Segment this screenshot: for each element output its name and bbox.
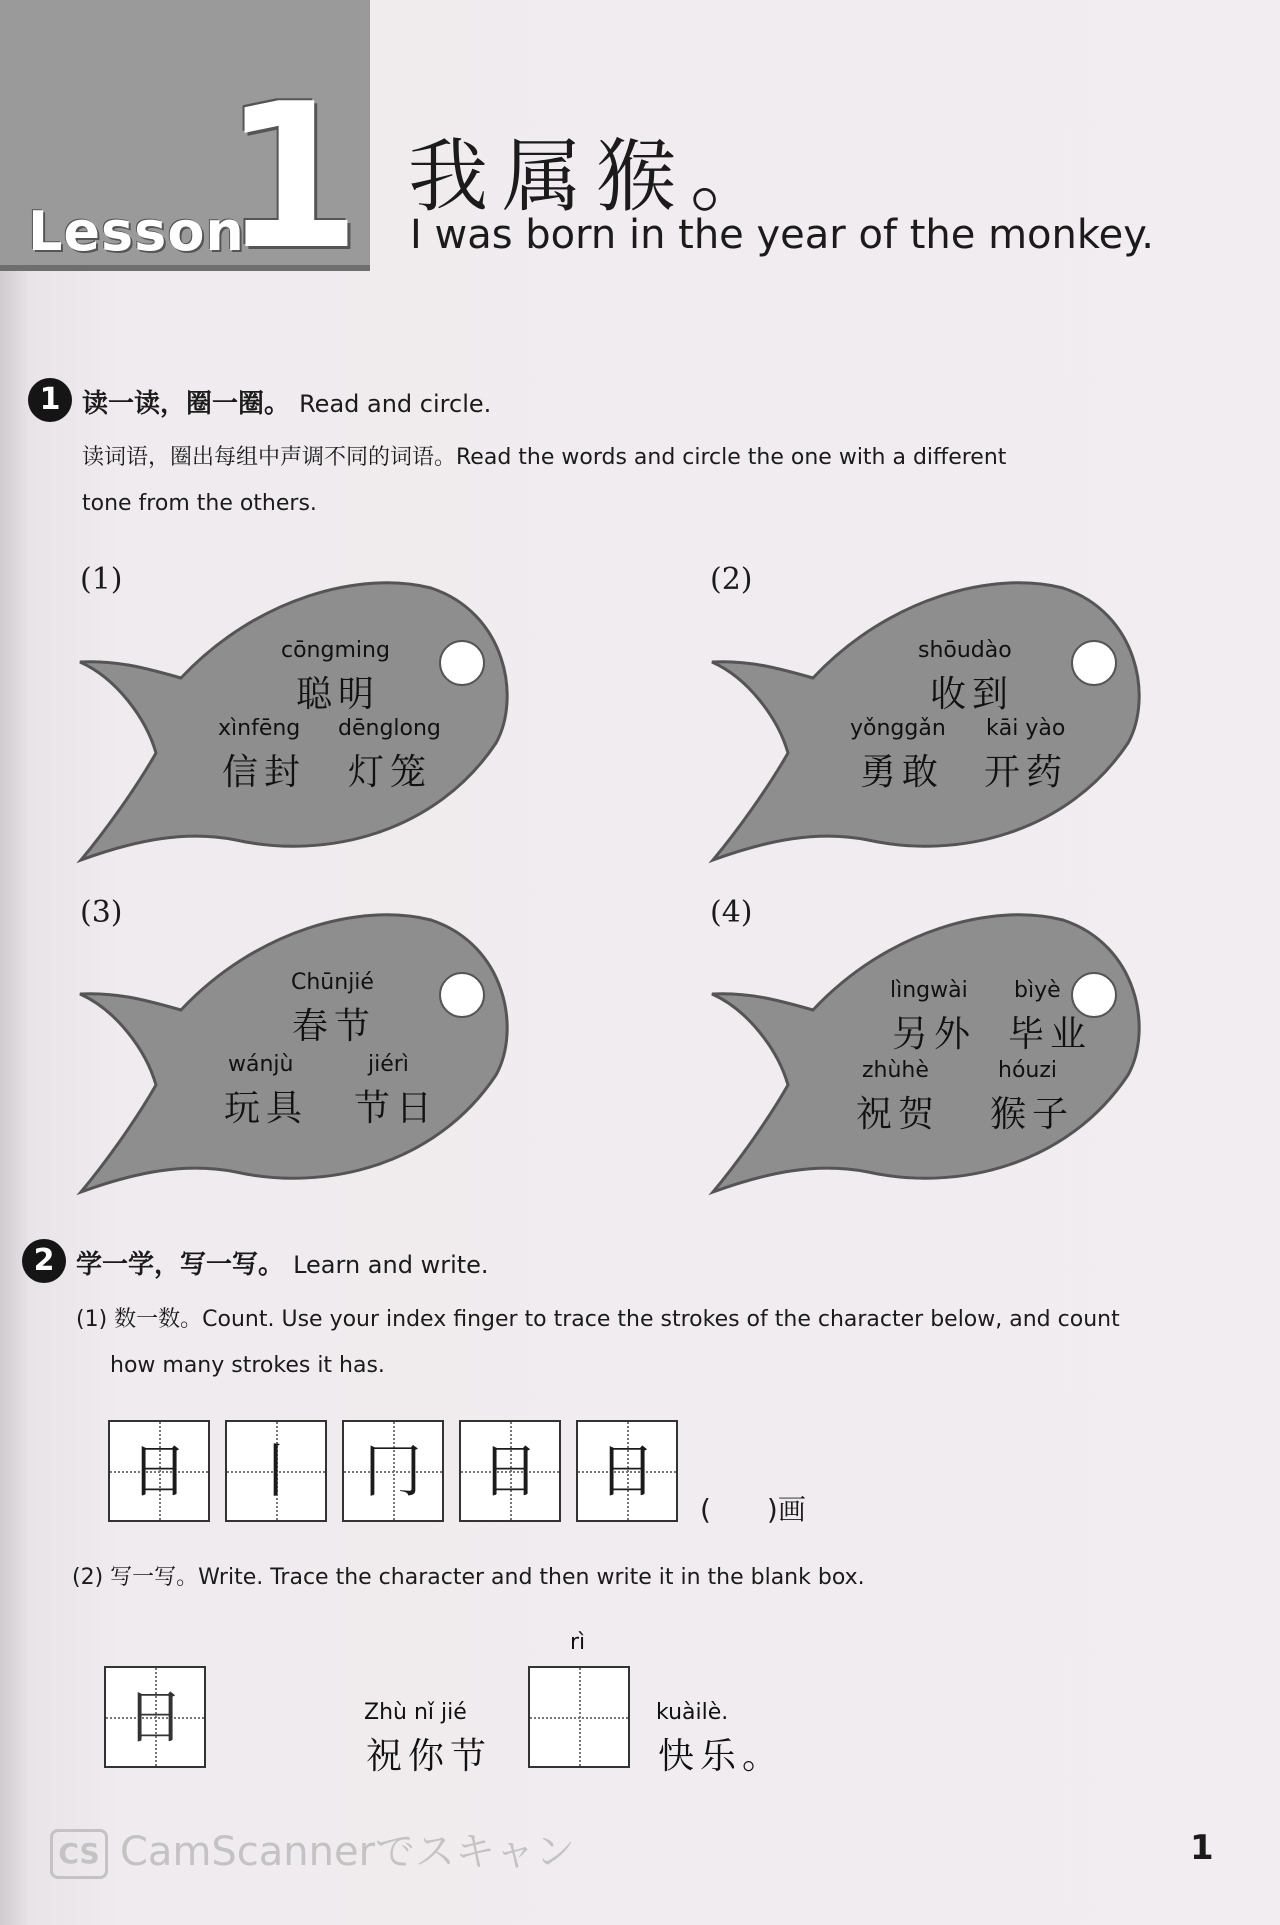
hanzi: 信封 — [222, 752, 307, 793]
group-label-2: (2) — [710, 562, 753, 597]
fish-card-3 — [76, 900, 516, 1200]
lesson-word: Lesson — [28, 200, 245, 263]
hanzi: 毕业 — [1008, 1014, 1093, 1055]
count-instruction-line2: how many strokes it has. — [110, 1353, 385, 1378]
sentence-pinyin-after: kuàilè. — [656, 1700, 729, 1725]
hanzi: 开药 — [984, 752, 1069, 793]
camscanner-text: CamScannerでスキャン — [120, 1829, 576, 1875]
hanzi: 玩具 — [224, 1088, 309, 1129]
section-1-title-en: Read and circle. — [299, 390, 492, 418]
section-2-number: 2 — [22, 1239, 66, 1283]
stroke-char: 丨 — [246, 1437, 305, 1505]
pinyin: shōudào — [918, 638, 1012, 663]
lesson-title-chinese: 我属猴。 — [408, 130, 784, 223]
pinyin: bìyè — [1014, 978, 1061, 1003]
write-blank-box[interactable] — [528, 1666, 630, 1768]
sentence-hanzi-before: 祝你节 — [366, 1736, 493, 1777]
sentence-hanzi-after: 快乐。 — [658, 1736, 785, 1777]
pinyin: yǒnggǎn — [850, 716, 946, 741]
section-2-title — [76, 1244, 489, 1281]
blank-pinyin: rì — [570, 1630, 586, 1655]
camscanner-watermark — [50, 1820, 575, 1879]
stroke-box-1 — [108, 1420, 210, 1522]
group-label-4: (4) — [710, 895, 753, 930]
stroke-char: 日 — [129, 1437, 188, 1505]
fish-card-2 — [708, 568, 1148, 868]
write-instruction: (2) 写一写。Write. Trace the character and then write it in the blank box. — [72, 1565, 865, 1590]
group-label-3: (3) — [80, 895, 123, 930]
stroke-box-2 — [225, 1420, 327, 1522]
pinyin: zhùhè — [862, 1058, 929, 1083]
pinyin: dēnglong — [338, 716, 441, 741]
sentence-pinyin-before: Zhù nǐ jié — [364, 1700, 467, 1725]
hanzi: 另外 — [892, 1014, 977, 1055]
page-number: 1 — [1190, 1828, 1214, 1868]
section-1-instruction-line1: 读词语，圈出每组中声调不同的词语。Read the words and circle the one with a different — [82, 445, 1007, 470]
stroke-box-3 — [342, 1420, 444, 1522]
pinyin: xìnfēng — [218, 716, 301, 741]
section-1-title — [82, 383, 491, 420]
stroke-count-answer[interactable]: ( )画 — [700, 1493, 806, 1526]
stroke-char: 冂 — [363, 1437, 422, 1505]
section-1-number: 1 — [28, 378, 72, 422]
pinyin: cōngming — [281, 638, 390, 663]
hanzi: 春节 — [292, 1006, 377, 1047]
section-2-title-en: Learn and write. — [293, 1251, 489, 1279]
trace-char: 日 — [125, 1683, 184, 1751]
section-2-title-cn: 学一学，写一写。 — [76, 1250, 285, 1280]
stroke-char: 日 — [597, 1437, 656, 1505]
trace-box[interactable] — [104, 1666, 206, 1768]
section-1-instruction-line2: tone from the others. — [82, 491, 317, 516]
pinyin: Chūnjié — [291, 970, 374, 995]
pinyin: hóuzi — [998, 1058, 1058, 1083]
lesson-number: 1 — [222, 61, 362, 294]
stroke-char: 日 — [480, 1437, 539, 1505]
fish-shape-icon — [76, 900, 516, 1200]
group-label-1: (1) — [80, 562, 123, 597]
hanzi: 勇敢 — [860, 752, 945, 793]
stroke-box-4 — [459, 1420, 561, 1522]
hanzi: 节日 — [354, 1088, 439, 1129]
hanzi: 祝贺 — [856, 1094, 941, 1135]
hanzi: 收到 — [930, 674, 1015, 715]
fish-card-1 — [76, 568, 516, 868]
section-1-title-cn: 读一读，圈一圈。 — [82, 389, 291, 419]
hanzi: 聪明 — [296, 674, 381, 715]
lesson-banner — [0, 0, 370, 294]
pinyin: kāi yào — [986, 716, 1066, 741]
camscanner-logo-icon: CS — [50, 1829, 108, 1879]
pinyin: lìngwài — [890, 978, 968, 1003]
lesson-title-english: I was born in the year of the monkey. — [410, 212, 1154, 258]
hanzi: 灯笼 — [348, 752, 433, 793]
hanzi: 猴子 — [990, 1094, 1075, 1135]
stroke-box-5 — [576, 1420, 678, 1522]
pinyin: jiérì — [368, 1052, 409, 1077]
pinyin: wánjù — [228, 1052, 294, 1077]
fish-card-4 — [708, 900, 1148, 1200]
count-instruction-line1: (1) 数一数。Count. Use your index finger to trace the strokes of the character below, and count — [76, 1307, 1120, 1332]
